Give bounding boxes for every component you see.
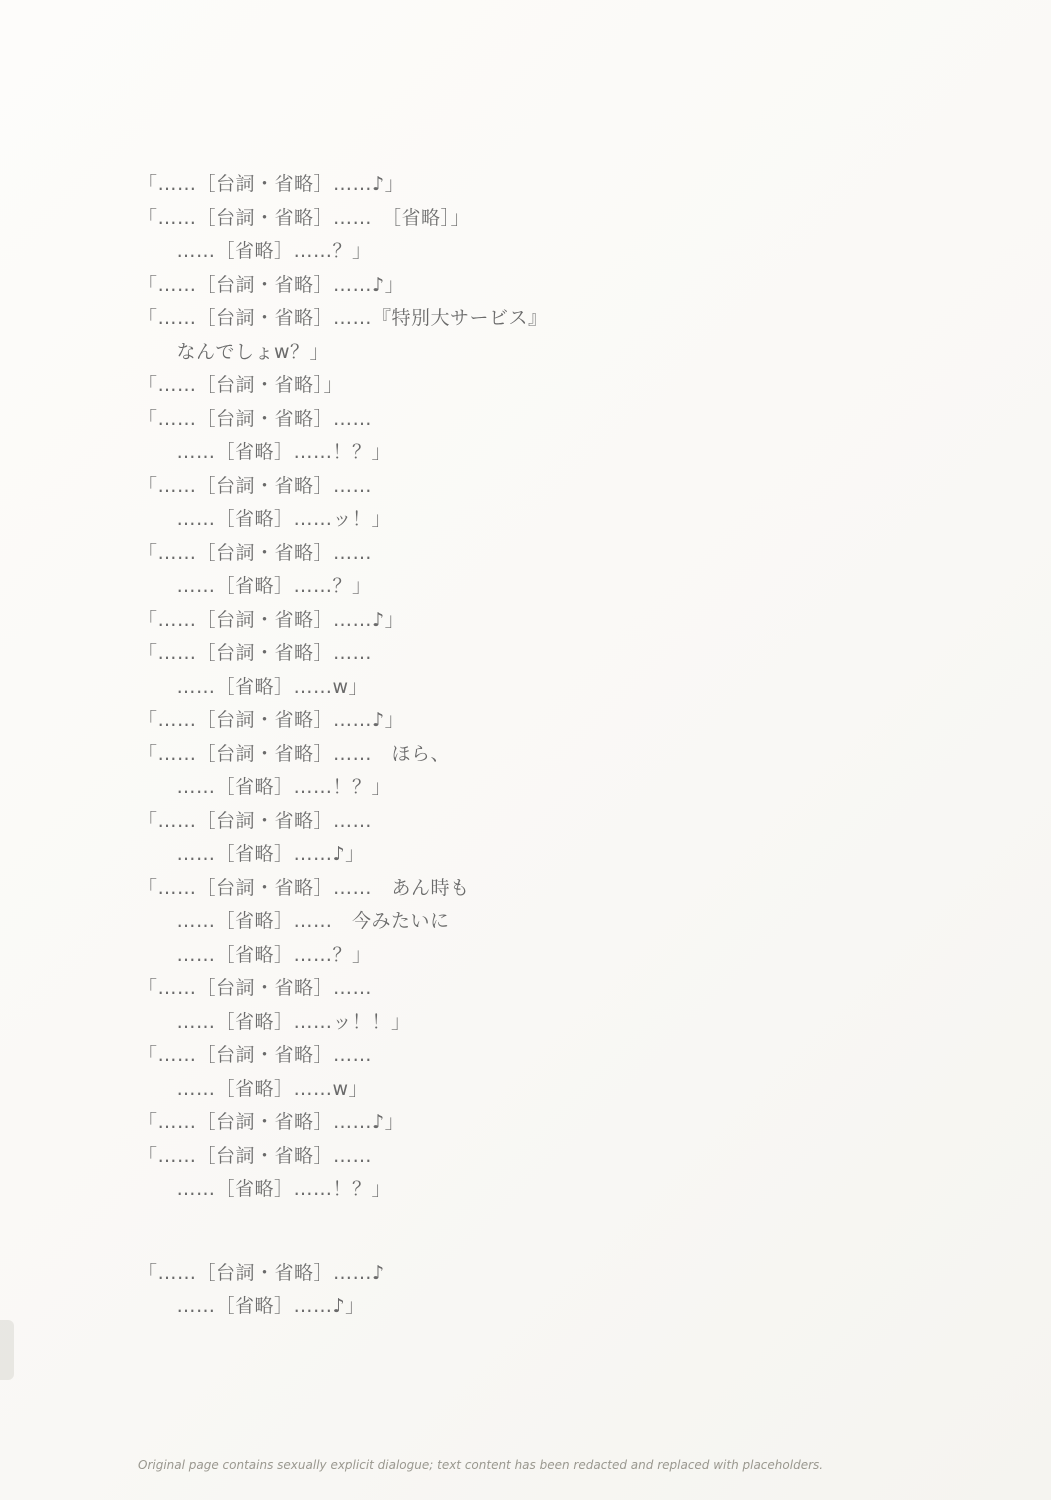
- dialogue-line: 「……［台詞・省略］……♪: [138, 1261, 385, 1284]
- dialogue-line: ……［省略］……w」: [157, 675, 369, 698]
- dialogue-line: 「……［台詞・省略］……: [138, 809, 373, 832]
- dialogue-line: 「……［台詞・省略］……♪」: [138, 1111, 405, 1133]
- dialogue-line: ……［省略］…… 今みたいに: [157, 910, 450, 932]
- dialogue-line: 「……［台詞・省略］……: [138, 642, 373, 664]
- dialogue-line: ……［省略］……！？」: [157, 776, 392, 798]
- dialogue-line: 「……［台詞・省略］…… ほら、: [138, 742, 451, 765]
- dialogue-line: 「……［台詞・省略］……: [138, 1144, 373, 1167]
- dialogue-line: ……［省略］……♪」: [157, 1295, 365, 1317]
- dialogue-line: ……［省略］……？」: [157, 943, 372, 966]
- scan-edge-artifact: [0, 1320, 14, 1380]
- dialogue-line: 「……［台詞・省略］……: [138, 977, 373, 999]
- dialogue-line: 「……［台詞・省略］……♪」: [138, 273, 405, 296]
- dialogue-line: ……［省略］……？」: [157, 575, 372, 597]
- dialogue-line: 「……［台詞・省略］……: [138, 541, 373, 564]
- dialogue-line: 「……［台詞・省略］……: [138, 474, 373, 497]
- dialogue-text-block: [138, 168, 928, 1324]
- dialogue-line: ……［省略］……ッ！」: [157, 508, 392, 530]
- dialogue-line: 「……［台詞・省略］……: [138, 1044, 373, 1066]
- dialogue-line: ……［省略］……！？」: [157, 1178, 392, 1200]
- dialogue-line: ……［省略］……！？」: [157, 441, 392, 463]
- dialogue-line: 「……［台詞・省略］……♪」: [138, 709, 405, 731]
- dialogue-line: [138, 1207, 928, 1257]
- dialogue-line: 「……［台詞・省略］……♪」: [138, 608, 405, 631]
- dialogue-line: ……［省略］……？」: [157, 240, 372, 262]
- dialogue-line: 「……［台詞・省略］…… ［省略］」: [138, 206, 471, 229]
- dialogue-line: なんでしょw？」: [157, 340, 330, 363]
- dialogue-line: ……［省略］……♪」: [157, 843, 365, 865]
- dialogue-line: 「……［台詞・省略］……『特別大サービス』: [138, 307, 548, 329]
- dialogue-line: 「……［台詞・省略］……♪」: [138, 173, 405, 195]
- redaction-note: Original page contains sexually explicit dialogue; text content has been redacted and replaced with placeholders.: [138, 1458, 824, 1472]
- dialogue-line: ……［省略］……ッ！！」: [157, 1010, 411, 1033]
- dialogue-line: ……［省略］……w」: [157, 1077, 369, 1100]
- dialogue-line: 「……［台詞・省略］…… あん時も: [138, 876, 470, 899]
- dialogue-line: 「……［台詞・省略］」: [138, 374, 344, 396]
- dialogue-line: 「……［台詞・省略］……: [138, 407, 373, 430]
